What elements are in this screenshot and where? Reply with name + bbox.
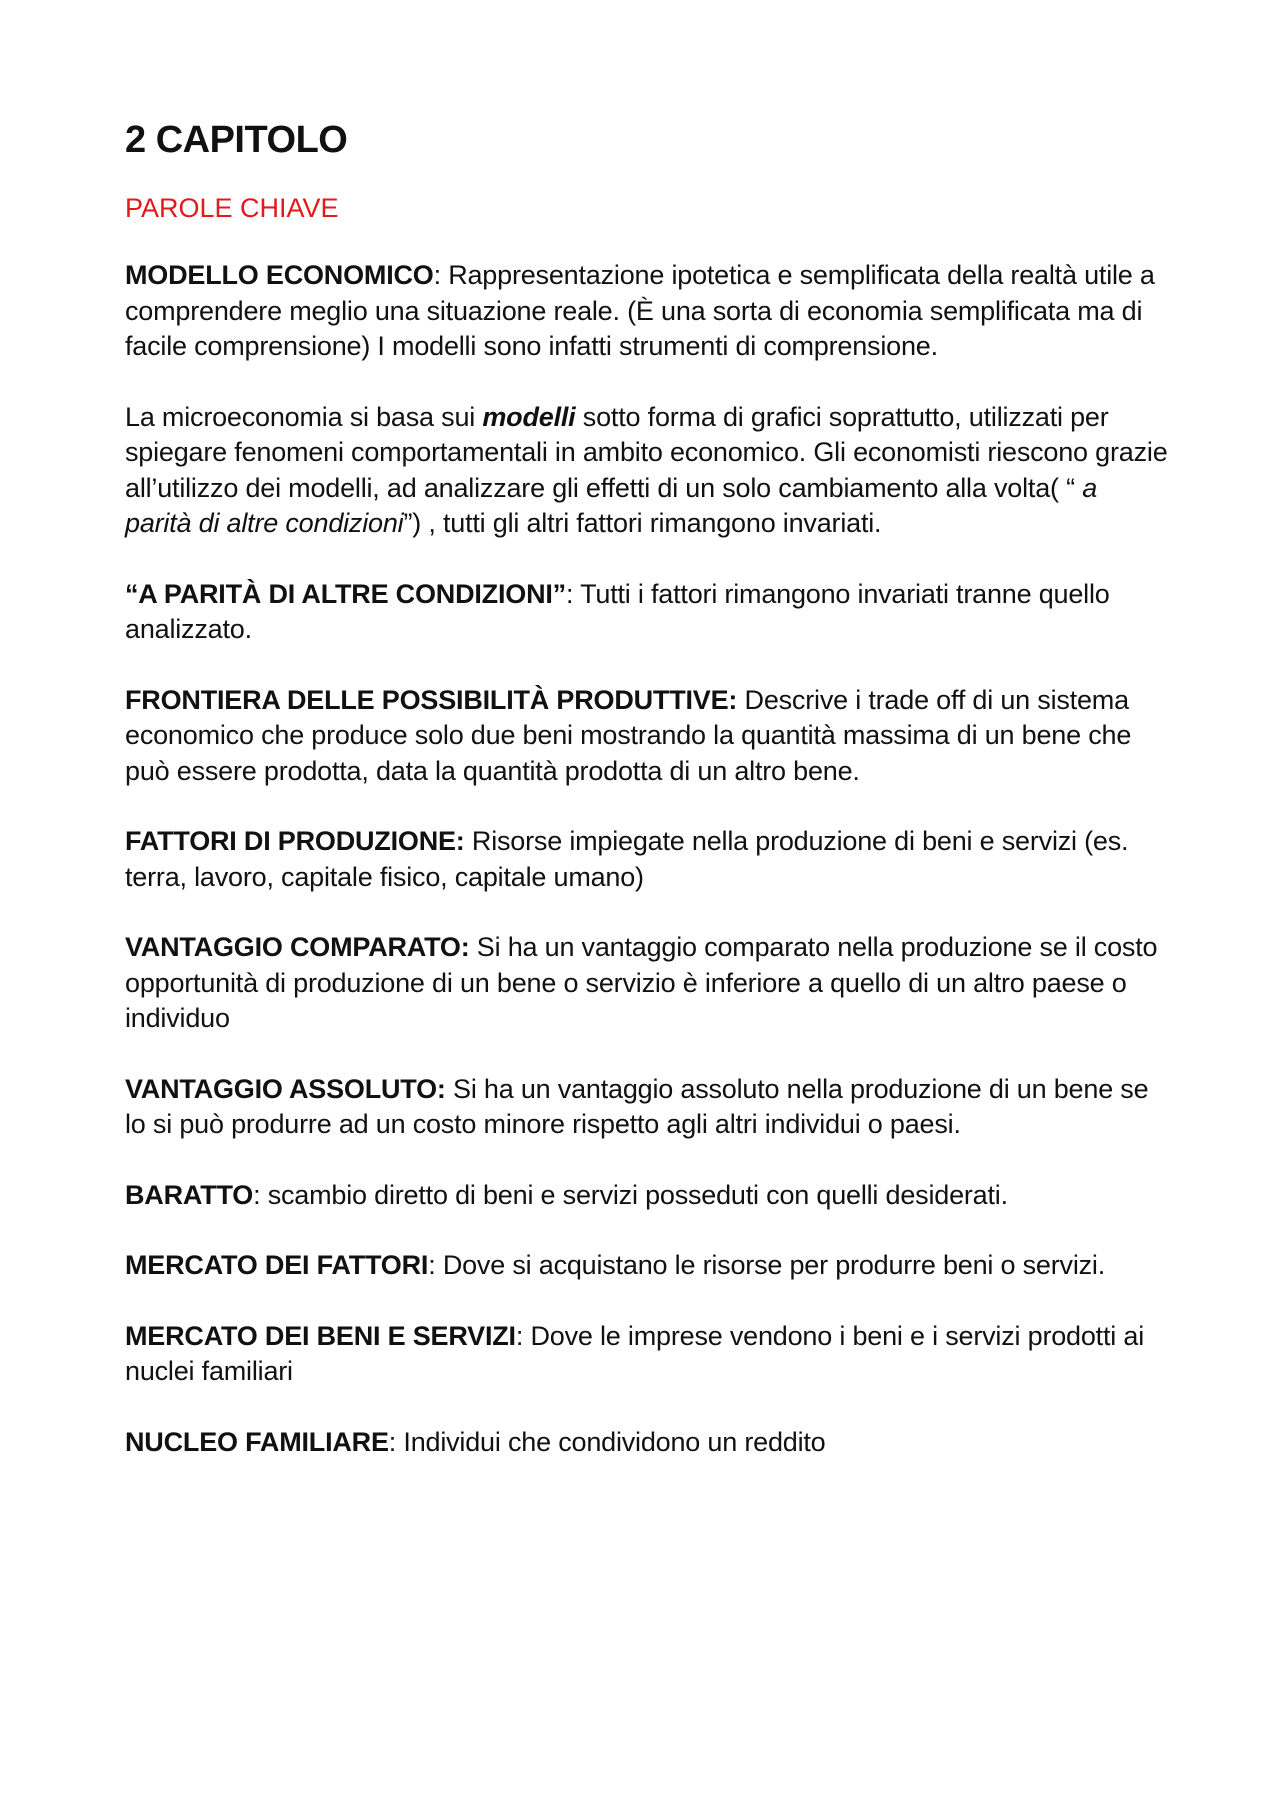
term: MERCATO DEI BENI E SERVIZI <box>125 1320 516 1351</box>
definition: : scambio diretto di beni e servizi posseduti con quelli desiderati. <box>253 1179 1008 1210</box>
text: sotto forma di grafici soprattutto, utilizzati per spiegare fenomeni comportamentali in ambito economico. Gli economisti riescono grazie all’utilizzo dei modelli, ad analizzare gli effetti di un solo cambiamento alla volta( “ <box>125 401 1168 503</box>
term: BARATTO <box>125 1179 254 1210</box>
entry-mercato-beni-servizi <box>125 1319 1170 1390</box>
term: MODELLO ECONOMICO <box>125 260 434 291</box>
text: ”) , tutti gli altri fattori rimangono invariati. <box>403 508 882 539</box>
term: VANTAGGIO COMPARATO: <box>125 932 470 963</box>
entry-fattori-produzione <box>125 824 1170 895</box>
entry-vantaggio-comparato <box>125 930 1170 1037</box>
definition: : Individui che condividono un reddito <box>388 1426 826 1457</box>
document-page <box>125 118 1170 1460</box>
paragraph-microeconomia <box>125 400 1170 542</box>
entry-nucleo-familiare <box>125 1425 1170 1461</box>
term: FRONTIERA DELLE POSSIBILITÀ PRODUTTIVE: <box>125 684 738 715</box>
entry-frontiera <box>125 683 1170 790</box>
term: “A PARITÀ DI ALTRE CONDIZIONI” <box>125 578 566 609</box>
term: NUCLEO FAMILIARE <box>125 1426 389 1457</box>
emphasis-text: modelli <box>482 401 576 432</box>
section-subtitle: PAROLE CHIAVE <box>125 192 339 223</box>
term: FATTORI DI PRODUZIONE: <box>125 826 465 857</box>
page-title: 2 CAPITOLO <box>125 119 348 161</box>
definition: Descrive i trade off di un sistema economico che produce solo due beni mostrando la quantità massima di un bene che può essere prodotta, data la quantità prodotta di un altro bene. <box>125 684 1132 786</box>
definition: Si ha un vantaggio comparato nella produzione se il costo opportunità di produzione di un bene o servizio è inferiore a quello di un altro paese o individuo <box>125 932 1158 1034</box>
term: VANTAGGIO ASSOLUTO: <box>125 1073 446 1104</box>
definition: Risorse impiegate nella produzione di beni e servizi (es. terra, lavoro, capitale fisico, capitale umano) <box>125 826 1129 892</box>
entry-mercato-fattori <box>125 1248 1170 1284</box>
entry-parita-condizioni <box>125 577 1170 648</box>
definition: : Tutti i fattori rimangono invariati tranne quello analizzato. <box>125 578 1110 645</box>
italic-text: a parità di altre condizioni <box>125 472 1098 539</box>
definition: : Rappresentazione ipotetica e semplificata della realtà utile a comprendere meglio una situazione reale. (È una sorta di economia semplificata ma di facile comprensione) I modelli sono infatti strumenti di comprensione. <box>125 260 1155 362</box>
term: MERCATO DEI FATTORI <box>125 1250 429 1281</box>
entry-vantaggio-assoluto <box>125 1072 1170 1143</box>
definition: : Dove si acquistano le risorse per produrre beni o servizi. <box>428 1250 1106 1281</box>
definition: : Dove le imprese vendono i beni e i servizi prodotti ai nuclei familiari <box>125 1320 1145 1387</box>
entry-baratto <box>125 1178 1170 1214</box>
text: La microeconomia si basa sui <box>125 401 483 432</box>
definition: Si ha un vantaggio assoluto nella produzione di un bene se lo si può produrre ad un costo minore rispetto agli altri individui o paesi. <box>125 1073 1149 1140</box>
entry-modello-economico <box>125 258 1170 365</box>
